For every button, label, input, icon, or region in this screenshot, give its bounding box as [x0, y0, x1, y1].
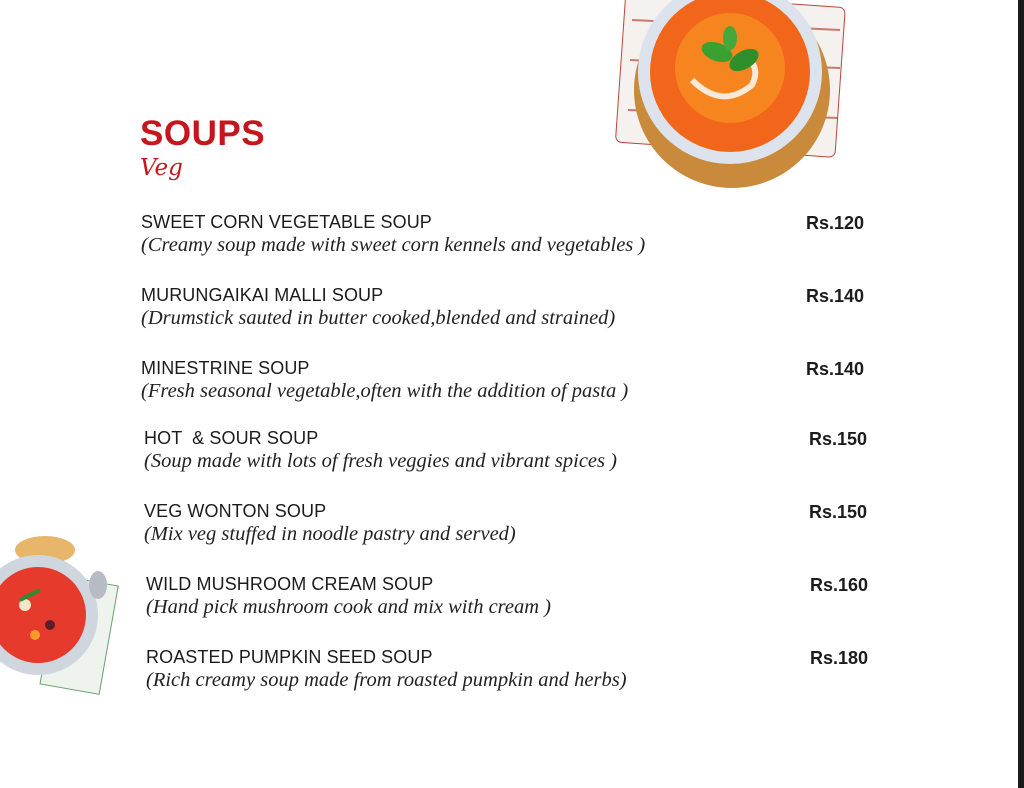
item-price: Rs.120	[806, 213, 865, 233]
item-name: SWEET CORN VEGETABLE SOUP	[141, 212, 432, 232]
item-description: (Mix veg stuffed in noodle pastry and served)	[144, 523, 516, 545]
menu-item	[146, 647, 886, 692]
item-price: Rs.160	[810, 575, 869, 595]
menu-item	[141, 358, 881, 403]
minestrone-soup-bowl-illustration	[0, 520, 120, 700]
item-description: (Rich creamy soup made from roasted pumpkin and herbs)	[146, 669, 627, 691]
menu-item	[144, 428, 884, 473]
menu-item	[141, 285, 881, 330]
item-description: (Hand pick mushroom cook and mix with cream )	[146, 596, 551, 618]
item-description: (Soup made with lots of fresh veggies and vibrant spices )	[144, 450, 617, 472]
tomato-soup-bowl-illustration	[612, 0, 852, 190]
window-edge	[1018, 0, 1024, 788]
item-price: Rs.150	[809, 429, 868, 449]
item-price: Rs.140	[806, 286, 865, 306]
item-name: WILD MUSHROOM CREAM SOUP	[146, 574, 434, 594]
item-name: HOT & SOUR SOUP	[144, 428, 319, 448]
section-title: SOUPS	[140, 114, 266, 153]
item-name: ROASTED PUMPKIN SEED SOUP	[146, 647, 433, 667]
menu-item	[146, 574, 886, 619]
item-name: MINESTRINE SOUP	[141, 358, 310, 378]
item-price: Rs.180	[810, 648, 869, 668]
item-name: VEG WONTON SOUP	[144, 501, 327, 521]
item-description: (Creamy soup made with sweet corn kennels and vegetables )	[141, 234, 646, 256]
item-price: Rs.150	[809, 502, 868, 522]
item-name: MURUNGAIKAI MALLI SOUP	[141, 285, 384, 305]
item-description: (Fresh seasonal vegetable,often with the addition of pasta )	[141, 380, 629, 402]
item-description: (Drumstick sauted in butter cooked,blended and strained)	[141, 307, 616, 329]
menu-item	[141, 212, 881, 257]
section-subtitle: Veg	[140, 155, 183, 181]
menu-item	[144, 501, 884, 546]
item-price: Rs.140	[806, 359, 865, 379]
